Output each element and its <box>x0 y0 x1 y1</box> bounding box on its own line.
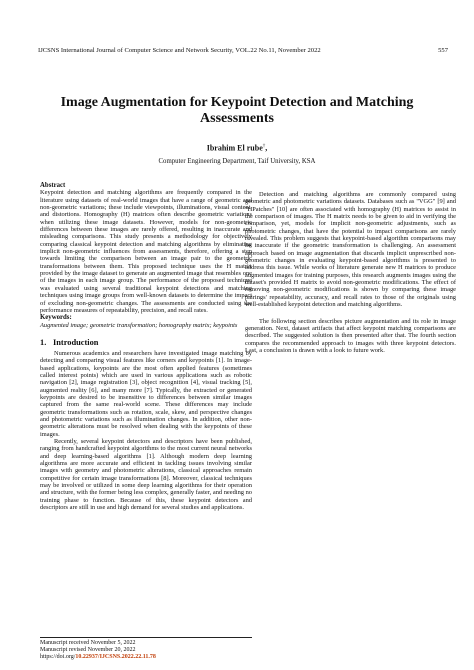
doi-link[interactable]: 10.22937/IJCSNS.2022.22.11.78 <box>75 654 156 661</box>
doi-prefix: https://doi.org/ <box>40 654 76 661</box>
column-spacer <box>245 182 456 191</box>
left-column <box>40 182 252 511</box>
received-date: Manuscript received November 5, 2022 <box>40 640 136 646</box>
intro-paragraph-3: Detection and matching algorithms are commonly compared using geometric and photometric variations datasets. Databases such as "VGG" [9] and "HPatches" [10] are often associated with homography (H) matrices to assist in the comparison of images. The H matrix needs to be given to aid in verifying the comparison, yet, models for implicit non-geometric adjustments, such as photometric changes, that have the potential to impact comparisons are rarely revealed. This problem suggests that keypoint-based algorithm comparisons may be inaccurate if the geometric transformation is challenging. An assessment approach based on image augmentation that discards implicit unprescribed non-geometric changes in evaluating keypoint-based algorithms is presented to address this issue. While works of literature generate new H matrices to produce augmented images for training purposes, this research augments images using the dataset's provided H matrix to avoid non-geometric modifications. The effect of removing non-geometric modifications is shown by comparing these image pairings' repeatability, accuracy, and recall rates to those of the originals using well-established keypoint detection and matching algorithms. <box>245 191 456 309</box>
paragraph-spacer <box>245 309 456 318</box>
paper-title: Image Augmentation for Keypoint Detection and Matching Assessments <box>60 95 414 126</box>
keywords-text: Augmented image; geometric transformation; homography matrix; keypoints <box>40 321 238 329</box>
section-number: 1. <box>40 337 47 347</box>
intro-paragraph-1: Numerous academics and researchers have investigated image matching by detecting and comparing visual features like corners and keypoints [1]. In image-based applications, keypoints are the most often applied features (sometimes called interest points) which are used in various applications such as robotic navigation [2], image registration [3], object recognition [4], visual tracking [5], augmented reality [6], and many more [7]. Typically, the extracted or generated keypoints are desired to be insensitive to differences between similar images captured from the same real-world scene. These differences may include geometric transformations such as rotation, scale, skew, and perspective changes and photometric variations such as illumination changes. In addition, other non-geometric alterations must be resolved when dealing with the keypoints of these images. <box>40 349 252 438</box>
running-title: IJCSNS International Journal of Computer Science and Network Security, VOL.22 No.11, November 2022 <box>38 47 321 54</box>
doi-line <box>40 654 252 661</box>
page-number: 557 <box>438 47 448 54</box>
author-punct: , <box>265 143 268 153</box>
section-title: Introduction <box>53 337 99 347</box>
revised-date: Manuscript revised November 20, 2022 <box>40 647 136 654</box>
affiliation: Computer Engineering Department, Taif University, KSA <box>158 158 316 165</box>
right-column <box>245 182 456 354</box>
introduction-heading <box>40 338 252 348</box>
abstract-text: Keypoint detection and matching algorithms are frequently compared in the literature using datasets of real-world images that have a range of geometric and non-geometric variations; these include viewpoints, illuminations, visual content, and distortions. Homography (H) matrices often describe geometric variations when utilizing these image datasets. However, models for non-geometric differences between these images are rarely offered, resulting in inaccurate and misleading comparisons. This study presents a methodology for objectively comparing classical keypoint detection and matching algorithms by eliminating implicit non-geometric influences from assessments, therefore, offering a step towards limiting the comparison between an image pair to the geometric transformations between them. This proposed technique uses the H matrix provided by the image dataset to generate an augmented image that resembles one of the images in each image group. The performance of the proposed technique was evaluated using several traditional keypoint detections and matching techniques using image groups from well-known datasets to determine the impact of excluding non-geometric changes. The assessments are conducted using the performance measures of repeatability, precision, and recall rates. <box>40 189 252 314</box>
intro-paragraph-4: The following section describes picture augmentation and its role in image generation. Next, dataset artifacts that affect keypoint matching comparisons are described. The suggested solution is then presented after that. The fourth section compares the recommended approach to images with three keypoint detectors. Last, a conclusion is drawn with a look to future work. <box>245 317 456 354</box>
intro-paragraph-2: Recently, several keypoint detectors and descriptors have been published, ranging from handcrafted keypoint algorithms to the most current neural networks and deep learning-based algorithms [1]. Although modern deep learning algorithms are more accurate and efficient in tackling issues involving similar images with geometry and photometric alterations, classical approaches remain competitive for certain image transformations [8]. Moreover, classical techniques may be involved or utilized in some deep learning algorithms for their operation and structure, with the former being less complex, generally faster, and needing no training phase to function. Because of this, these keypoint detectors and descriptors are still in use and high demand for several studies and applications. <box>40 438 252 512</box>
author-name: Ibrahim El rube <box>206 143 263 153</box>
footnote-rule <box>40 637 252 638</box>
abstract-heading: Abstract <box>40 182 66 189</box>
author-mark: † <box>262 144 266 149</box>
keywords-heading: Keywords: <box>40 314 72 322</box>
running-header <box>38 47 448 55</box>
author-line <box>40 142 434 154</box>
footnote <box>40 640 252 661</box>
